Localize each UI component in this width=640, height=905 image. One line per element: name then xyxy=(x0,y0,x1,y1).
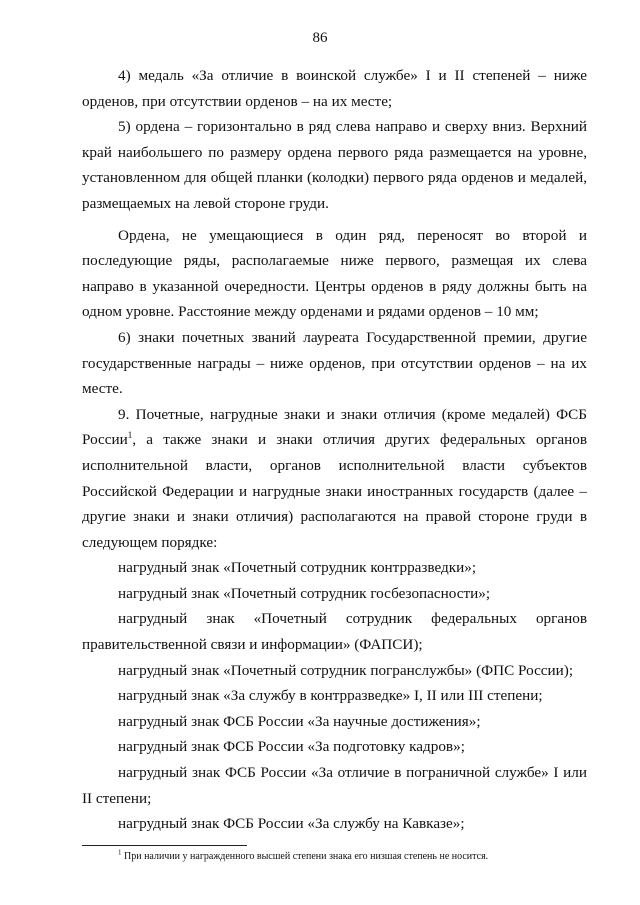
footnote-reference: 1 xyxy=(127,430,133,441)
paragraph-section-9 xyxy=(82,402,587,556)
paragraph-state-awards: 6) знаки почетных званий лауреата Государственной премии, другие государственные награды – ниже орденов, при отсутствии орденов – на их месте. xyxy=(82,328,587,398)
list-item: нагрудный знак «Почетный сотрудник погранслужбы» (ФПС России); xyxy=(118,661,574,679)
section-9-text-end: , а также знаки и знаки отличия других федеральных органов исполнительной власти, органов исполнительной власти субъектов Российской Федерации и нагрудные знаки иностранных государств (далее – другие знаки и знаки отличия) располагаются на правой стороне груди в следующем порядке: xyxy=(82,431,587,551)
footnote-marker: 1 xyxy=(118,848,122,857)
footnote-text: При наличии у награжденного высшей степени знака его низшая степень не носится. xyxy=(124,851,489,862)
paragraph-medal-rule: 4) медаль «За отличие в воинской службе» I и II степеней – ниже орденов, при отсутствии орденов – на их месте; xyxy=(82,67,587,110)
list-item: нагрудный знак ФСБ России «За научные достижения»; xyxy=(118,712,481,730)
list-item: нагрудный знак ФСБ России «За службу на Кавказе»; xyxy=(118,815,465,833)
page-number: 86 xyxy=(312,30,328,46)
list-item: нагрудный знак ФСБ России «За подготовку кадров»; xyxy=(118,738,465,756)
list-item: нагрудный знак «За службу в контрразведке» I, II или III степени; xyxy=(118,687,543,705)
list-item: нагрудный знак «Почетный сотрудник контрразведки»; xyxy=(118,559,477,577)
section-9-text-start: 9. Почетные, нагрудные знаки и знаки отличия (кроме медалей) ФСБ России xyxy=(82,405,587,449)
list-item: нагрудный знак ФСБ России «За отличие в пограничной службе» I или II степени; xyxy=(82,764,587,807)
paragraph-orders-rule: 5) ордена – горизонтально в ряд слева направо и сверху вниз. Верхний край наибольшего по размеру ордена первого ряда размещается на уровне, установленном для общей планки (колодки) первого ряда орденов и медалей, размещаемых на левой стороне груди. xyxy=(82,118,587,212)
list-item: нагрудный знак «Почетный сотрудник госбезопасности»; xyxy=(118,584,491,602)
footnote xyxy=(118,850,588,863)
list-item: нагрудный знак «Почетный сотрудник федеральных органов правительственной связи и информации» (ФАПСИ); xyxy=(82,610,587,654)
document-body xyxy=(82,63,587,837)
footnote-divider xyxy=(82,845,247,846)
paragraph-orders-rows: Ордена, не умещающиеся в один ряд, переносят во второй и последующие ряды, располагаемые ниже первого, размещая их слева направо в указанной очередности. Центры орденов в ряду должны быть на одном уровне. Расстояние между орденами и рядами орденов – 10 мм; xyxy=(82,226,587,321)
